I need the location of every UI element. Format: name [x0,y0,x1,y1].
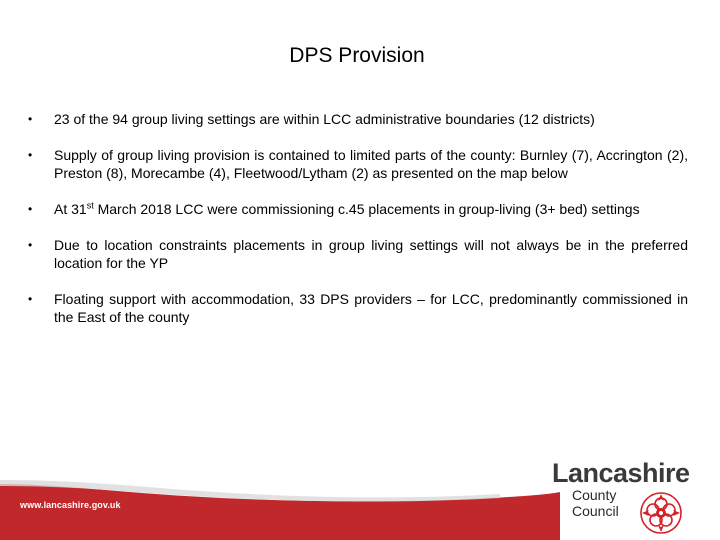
bullet-text: 23 of the 94 group living settings are within LCC administrative boundaries (12 districts) [54,111,595,127]
bullet-item [28,290,688,326]
bullet-text: Supply of group living provision is contained to limited parts of the county: Burnley (7), Accrington (2), Preston (8), Morecambe (4), Fleetwood/Lytham (2) as presented on the map below [54,147,688,181]
bullet-item [28,146,688,182]
slide-title: DPS Provision [289,44,425,67]
bullet-text: Floating support with accommodation, 33 DPS providers – for LCC, predominantly commissioned in the East of the county [54,291,688,325]
bullet-text: Due to location constraints placements in group living settings will not always be in the preferred location for the YP [54,237,688,271]
bullet-item [28,110,688,128]
bullet-text-part: March 2018 LCC were commissioning c.45 placements in group-living (3+ bed) settings [93,201,640,217]
bullet-text [54,201,640,217]
bullet-marker: • [28,112,33,126]
footer-url[interactable]: www.lancashire.gov.uk [20,500,121,510]
red-rose-icon [639,491,683,535]
logo-line-county: County [572,487,617,503]
bullet-marker: • [28,148,33,162]
bullet-list [28,110,688,344]
bullet-text-part: At 31 [54,201,87,217]
ordinal-suffix: st [86,200,94,211]
logo-line-council: Council [572,503,619,519]
logo-wordmark: Lancashire [552,458,690,488]
bullet-marker: • [28,292,33,306]
bullet-marker: • [28,238,33,252]
lancashire-county-council-logo [552,457,716,539]
footer-red-swoosh [0,484,560,540]
bullet-item [28,236,688,272]
bullet-item [28,200,688,218]
bullet-marker: • [28,202,33,216]
